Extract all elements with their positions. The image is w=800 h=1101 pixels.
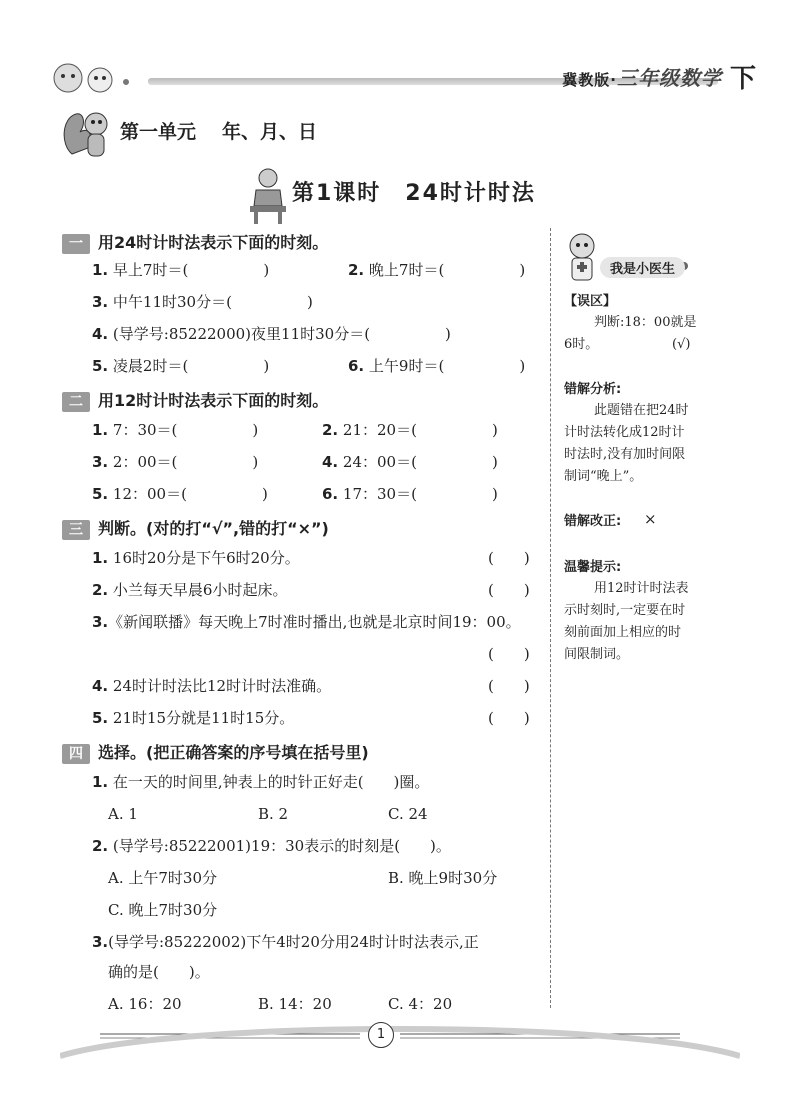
error-zone-line-2: 6时。 bbox=[564, 337, 599, 352]
question-3-2: 2. 小兰每天早晨6小时起床。 bbox=[92, 581, 288, 599]
section-1-number: 一 bbox=[62, 234, 90, 254]
grade-subject-text: 三年级数学 bbox=[617, 66, 722, 90]
column-divider bbox=[550, 228, 551, 1008]
correction-title: 错解改正: bbox=[564, 514, 622, 529]
error-zone-mark: (√) bbox=[672, 337, 691, 352]
section-3-title: 判断。(对的打“√”,错的打“×”) bbox=[98, 519, 329, 538]
teacher-at-desk-icon bbox=[248, 166, 288, 224]
question-3-3: 3.《新闻联播》每天晚上7时准时播出,也就是北京时间19：00。 bbox=[92, 613, 521, 631]
section-3-heading bbox=[62, 516, 329, 540]
tips-title: 温馨提示: bbox=[564, 560, 622, 575]
section-4-title: 选择。(把正确答案的序号填在括号里) bbox=[98, 743, 369, 762]
option-4-3-c[interactable]: C. 4：20 bbox=[388, 995, 453, 1013]
option-4-3-a[interactable]: A. 16：20 bbox=[108, 995, 182, 1013]
unit-title bbox=[120, 117, 317, 144]
question-4-1: 1. 在一天的时间里,钟表上的时针正好走( )圈。 bbox=[92, 773, 430, 791]
option-4-2-a[interactable]: A. 上午7时30分 bbox=[108, 869, 217, 887]
footer-ornament bbox=[60, 1010, 740, 1060]
question-1-2: 2. 晚上7时＝( ) bbox=[348, 261, 526, 279]
analysis-line-3: 时法时,没有加时间限 bbox=[564, 447, 686, 462]
option-4-2-b[interactable]: B. 晚上9时30分 bbox=[388, 869, 498, 887]
section-1-heading bbox=[62, 230, 328, 254]
question-2-3: 3. 2：00＝( ) bbox=[92, 453, 259, 471]
question-3-4: 4. 24时计时法比12时计时法准确。 bbox=[92, 677, 332, 695]
section-2-number: 二 bbox=[62, 392, 90, 412]
question-4-3-cont: 确的是( )。 bbox=[108, 963, 210, 981]
unit-name: 年、月、日 bbox=[222, 121, 318, 143]
section-4-heading bbox=[62, 740, 369, 764]
question-1-6: 6. 上午9时＝( ) bbox=[348, 357, 526, 375]
page-number: 1 bbox=[368, 1022, 394, 1048]
volume-label: 下 bbox=[729, 64, 756, 94]
doctor-badge-label: 我是小医生 bbox=[600, 257, 685, 278]
unit-number: 第一单元 bbox=[120, 121, 197, 143]
question-1-5: 5. 凌晨2时＝( ) bbox=[92, 357, 270, 375]
analysis-title: 错解分析: bbox=[564, 382, 622, 397]
question-2-6: 6. 17：30＝( ) bbox=[322, 485, 498, 503]
answer-blank-3-3[interactable]: ( ) bbox=[488, 645, 530, 663]
answer-blank-3-4[interactable]: ( ) bbox=[488, 677, 530, 695]
question-1-1: 1. 早上7时＝( ) bbox=[92, 261, 270, 279]
analysis-line-1: 此题错在把24时 bbox=[594, 403, 689, 418]
option-4-1-c[interactable]: C. 24 bbox=[388, 805, 428, 823]
squirrel-icon bbox=[60, 104, 112, 164]
question-1-4: 4. (导学号:85222000)夜里11时30分＝( ) bbox=[92, 325, 451, 343]
option-4-2-c[interactable]: C. 晚上7时30分 bbox=[108, 901, 218, 919]
lesson-title: 第1课时 24时计时法 bbox=[292, 181, 536, 206]
error-zone-line-1: 判断:18：00就是 bbox=[594, 315, 697, 330]
section-3-number: 三 bbox=[62, 520, 90, 540]
section-4-number: 四 bbox=[62, 744, 90, 764]
question-2-1: 1. 7：30＝( ) bbox=[92, 421, 259, 439]
kids-mascot-icon bbox=[48, 52, 138, 96]
analysis-line-2: 计时法转化成12时计 bbox=[564, 425, 685, 440]
answer-blank-3-1[interactable]: ( ) bbox=[488, 549, 530, 567]
tips-line-3: 刻前面加上相应的时 bbox=[564, 625, 682, 640]
answer-blank-3-5[interactable]: ( ) bbox=[488, 709, 530, 727]
answer-blank-3-2[interactable]: ( ) bbox=[488, 581, 530, 599]
question-3-1: 1. 16时20分是下午6时20分。 bbox=[92, 549, 300, 567]
question-1-3: 3. 中午11时30分＝( ) bbox=[92, 293, 313, 311]
error-zone-title: 【误区】 bbox=[564, 294, 617, 309]
question-2-4: 4. 24：00＝( ) bbox=[322, 453, 498, 471]
option-4-3-b[interactable]: B. 14：20 bbox=[258, 995, 332, 1013]
question-3-5: 5. 21时15分就是11时15分。 bbox=[92, 709, 295, 727]
analysis-line-4: 制词“晚上”。 bbox=[564, 469, 643, 484]
question-4-3: 3.(导学号:85222002)下午4时20分用24时计时法表示,正 bbox=[92, 933, 479, 951]
section-1-title: 用24时计时法表示下面的时刻。 bbox=[98, 233, 329, 252]
section-2-heading bbox=[62, 388, 328, 412]
question-2-2: 2. 21：20＝( ) bbox=[322, 421, 498, 439]
tips-line-4: 间限制词。 bbox=[564, 647, 630, 662]
tips-line-2: 示时刻时,一定要在时 bbox=[564, 603, 686, 618]
header-edition bbox=[562, 62, 722, 91]
question-4-2: 2. (导学号:85222001)19：30表示的时刻是( )。 bbox=[92, 837, 451, 855]
correction-mark: × bbox=[644, 510, 657, 528]
question-2-5: 5. 12：00＝( ) bbox=[92, 485, 268, 503]
section-2-title: 用12时计时法表示下面的时刻。 bbox=[98, 391, 329, 410]
option-4-1-b[interactable]: B. 2 bbox=[258, 805, 289, 823]
edition-text: 冀教版· bbox=[562, 71, 617, 89]
option-4-1-a[interactable]: A. 1 bbox=[108, 805, 138, 823]
tips-line-1: 用12时计时法表 bbox=[594, 581, 689, 596]
